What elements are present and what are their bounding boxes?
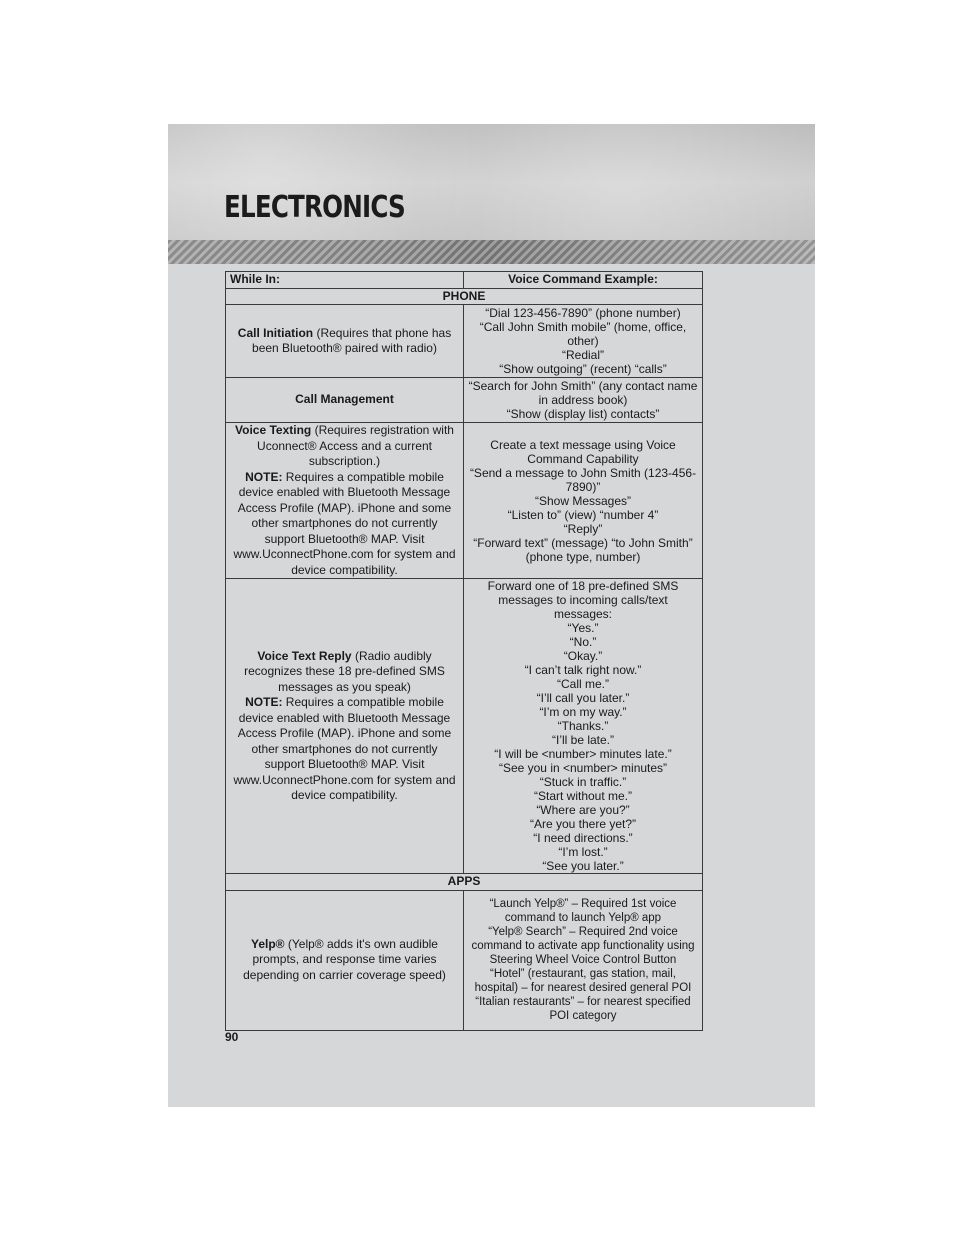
feature-desc: (Requires that phone has been Bluetooth® paired with radio) <box>252 325 452 355</box>
feature-name: Call Management <box>295 392 394 407</box>
command-line: “I’ll call you later.” <box>536 691 630 705</box>
voice-command-table <box>225 271 703 1031</box>
feature-desc: (Requires registration with Uconnect® Access and a current subscription.) <box>257 423 454 468</box>
command-line: “Show outgoing” (recent) “calls” <box>499 362 667 376</box>
command-cell <box>464 423 703 579</box>
command-line: “Call John Smith mobile” (home, office, other) <box>479 320 687 348</box>
command-line: “Okay.” <box>563 649 603 663</box>
command-line: “See you in <number> minutes” <box>498 761 668 775</box>
command-line: “I will be <number> minutes late.” <box>494 747 672 761</box>
note-label: NOTE: <box>245 695 283 709</box>
command-line: “Search for John Smith” (any contact name in address book) <box>468 379 698 407</box>
feature-name: Yelp® <box>251 936 285 951</box>
table-row <box>226 423 703 579</box>
command-line: “Thanks.” <box>557 719 609 733</box>
command-line: “Reply” <box>563 521 603 536</box>
command-line: “Show (display list) contacts” <box>506 407 660 421</box>
col-header-voice-command: Voice Command Example: <box>464 272 703 289</box>
command-cell <box>464 579 703 874</box>
command-cell <box>464 378 703 423</box>
command-line: “Hotel” (restaurant, gas station, mail, hospital) – for nearest desired general POI <box>474 968 692 994</box>
command-line: “I can’t talk right now.” <box>524 663 642 677</box>
command-line: “Dial 123-456-7890” (phone number) <box>485 306 681 320</box>
table-row <box>226 579 703 874</box>
feature-desc: (Radio audibly recognizes these 18 pre-defined SMS messages as you speak) <box>244 648 445 694</box>
table-header-row <box>226 272 703 289</box>
col-header-while-in: While In: <box>226 272 464 289</box>
command-line: “Send a message to John Smith (123-456-7890)” <box>469 465 697 494</box>
feature-desc: (Yelp® adds it's own audible prompts, and response time varies depending on carrier coverage speed) <box>243 936 446 982</box>
feature-cell <box>226 305 464 378</box>
command-line: “Launch Yelp®” – Required 1st voice command to launch Yelp® app <box>489 898 677 924</box>
command-line: “Are you there yet?” <box>529 817 637 831</box>
command-line: Forward one of 18 pre-defined SMS messages to incoming calls/text messages: <box>487 579 679 621</box>
feature-cell <box>226 579 464 874</box>
section-header-apps: APPS <box>226 874 703 891</box>
page-number: 90 <box>225 1030 239 1044</box>
feature-name: Voice Texting <box>235 423 312 437</box>
feature-cell <box>226 890 464 1030</box>
command-line: “See you later.” <box>542 859 624 873</box>
table-row <box>226 890 703 1030</box>
command-line: “I’m lost.” <box>558 845 608 859</box>
note-label: NOTE: <box>245 469 283 484</box>
command-line: “Forward text” (message) “to John Smith” (phone type, number) <box>473 535 693 564</box>
header-banner <box>168 124 815 240</box>
command-line: “Start without me.” <box>533 789 633 803</box>
command-line: “Redial” <box>561 348 604 362</box>
command-line: “I’ll be late.” <box>551 733 615 747</box>
command-line: “Yelp® Search” – Required 2nd voice command to activate app functionality using Steering Wheel Voice Control Button <box>471 926 695 966</box>
command-cell <box>464 890 703 1030</box>
section-header-phone: PHONE <box>226 288 703 305</box>
note-text: Requires a compatible mobile device enabled with Bluetooth Message Access Profile (MAP). iPhone and some other smartphones do not currently support Bluetooth® MAP. Visit www.UconnectPhone.com for system and device compatibility. <box>233 695 456 802</box>
command-line: “I’m on my way.” <box>539 705 627 719</box>
feature-cell <box>226 423 464 579</box>
feature-name: Voice Text Reply <box>257 648 352 663</box>
table-row <box>226 378 703 423</box>
command-line: Create a text message using Voice Command Capability <box>490 437 676 466</box>
command-line: “Where are you?” <box>536 803 630 817</box>
command-line: “Yes.” <box>567 621 599 635</box>
command-line: “Listen to” (view) “number 4” <box>507 507 659 522</box>
command-line: “Show Messages” <box>534 493 632 508</box>
command-cell <box>464 305 703 378</box>
note-text: Requires a compatible mobile device enabled with Bluetooth Message Access Profile (MAP). iPhone and some other smartphones do not currently support Bluetooth® MAP. Visit www.UconnectPhone.com for system and device compatibility. <box>233 469 456 577</box>
command-line: “Italian restaurants” – for nearest specified POI category <box>475 996 691 1022</box>
page-title: ELECTRONICS <box>224 190 405 225</box>
command-line: “Stuck in traffic.” <box>539 775 627 789</box>
manual-page <box>168 124 815 1107</box>
command-line: “I need directions.” <box>533 831 633 845</box>
table-row <box>226 305 703 378</box>
command-line: “No.” <box>569 635 597 649</box>
command-line: “Call me.” <box>556 677 609 691</box>
feature-cell <box>226 378 464 423</box>
feature-name: Call Initiation <box>237 325 314 340</box>
